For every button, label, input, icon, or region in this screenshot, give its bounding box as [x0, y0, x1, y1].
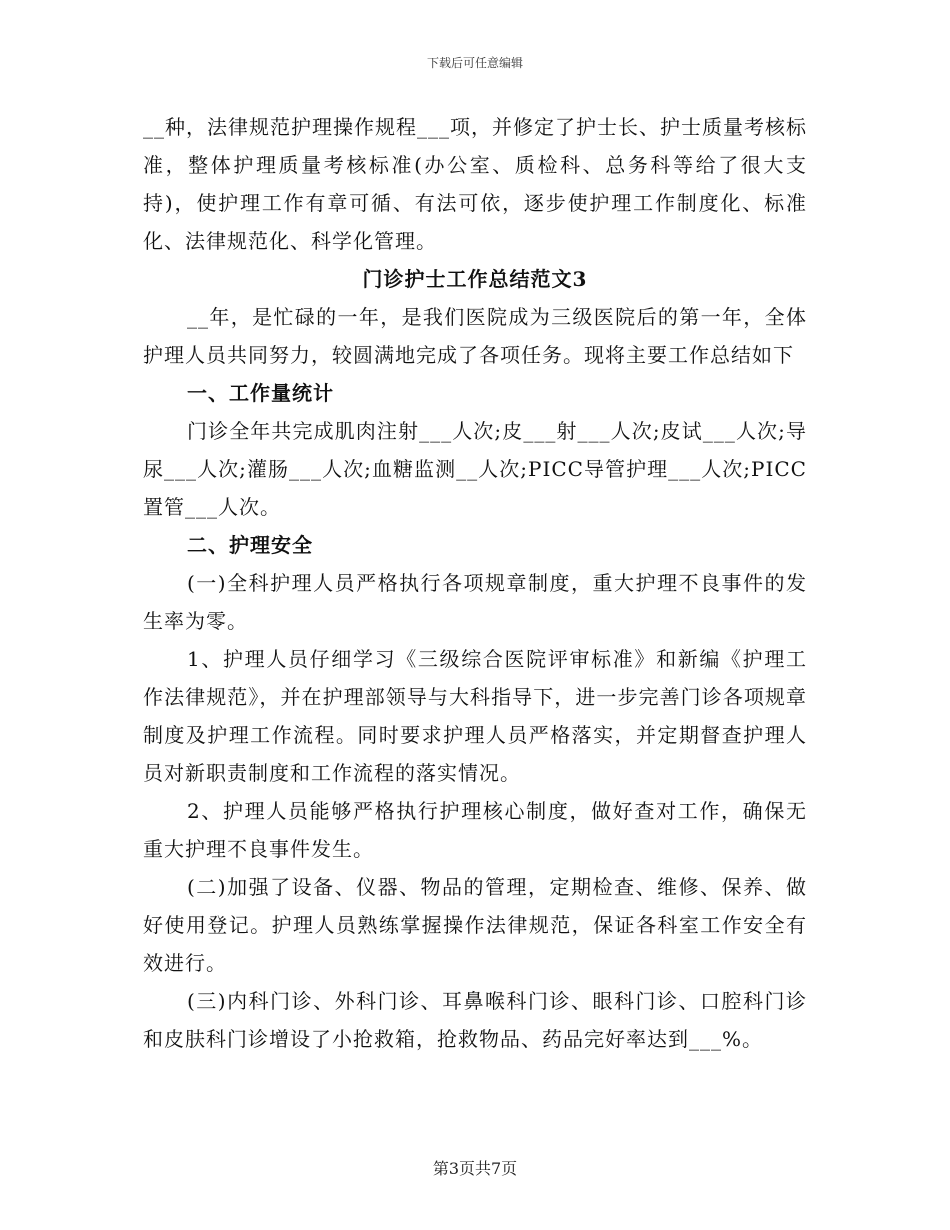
- document-body: [143, 108, 807, 1058]
- page-header: 下载后可任意编辑: [426, 56, 523, 70]
- page-number: 第3页共7页: [432, 1159, 518, 1178]
- section-title: 门诊护士工作总结范文3: [362, 267, 588, 291]
- heading-safety: 二、护理安全: [187, 533, 313, 557]
- paragraph-safety-1-2: 2、护理人员能够严格执行护理核心制度，做好查对工作，确保无重大护理不良事件发生。: [143, 799, 807, 861]
- paragraph-safety-2: (二)加强了设备、仪器、物品的管理，定期检查、维修、保养、做好使用登记。护理人员熟练掌握操作法律规范，保证各科室工作安全有效进行。: [143, 875, 807, 975]
- paragraph-safety-3: (三)内科门诊、外科门诊、耳鼻喉科门诊、眼科门诊、口腔科门诊和皮肤科门诊增设了小抢救箱，抢救物品、药品完好率达到___%。: [143, 989, 807, 1051]
- paragraph-safety-1: (一)全科护理人员严格执行各项规章制度，重大护理不良事件的发生率为零。: [143, 571, 807, 633]
- paragraph-intro: __年，是忙碌的一年，是我们医院成为三级医院后的第一年，全体护理人员共同努力，较圆满地完成了各项任务。现将主要工作总结如下: [143, 305, 807, 367]
- paragraph-continuation: __种，法律规范护理操作规程___项，并修定了护士长、护士质量考核标准，整体护理质量考核标准(办公室、质检科、总务科等给了很大支持)，使护理工作有章可循、有法可依，逐步使护理工作制度化、标准化、法律规范化、科学化管理。: [143, 115, 807, 253]
- paragraph-safety-1-1: 1、护理人员仔细学习《三级综合医院评审标准》和新编《护理工作法律规范》，并在护理部领导与大科指导下，进一步完善门诊各项规章制度及护理工作流程。同时要求护理人员严格落实，并定期督查护理人员对新职责制度和工作流程的落实情况。: [143, 647, 807, 785]
- heading-workload: 一、工作量统计: [187, 381, 334, 405]
- paragraph-workload: 门诊全年共完成肌肉注射___人次;皮___射___人次;皮试___人次;导尿___人次;灌肠___人次;血糖监测__人次;PICC导管护理___人次;PICC置管___人次。: [143, 419, 807, 519]
